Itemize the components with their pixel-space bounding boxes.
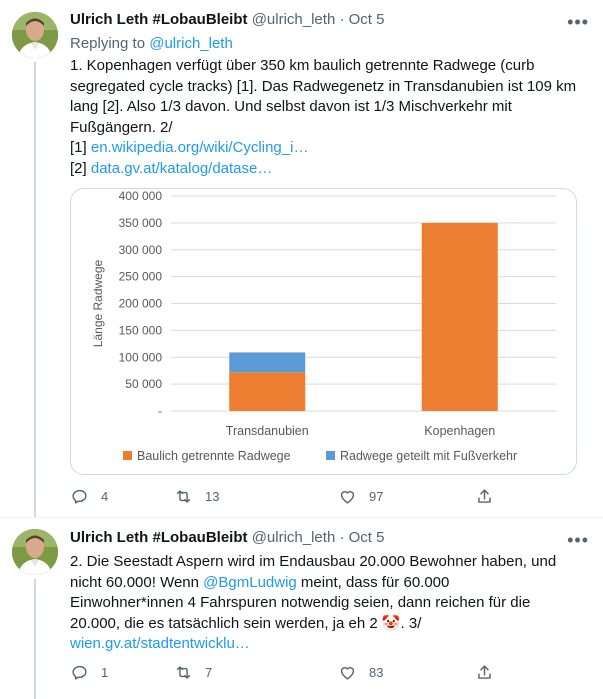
tweet-2[interactable] xyxy=(0,518,603,699)
reference-2-label: [2] xyxy=(70,159,87,177)
text-segment: nicht 60.000! Wenn xyxy=(70,573,204,591)
reference-2-link[interactable]: data.gv.at/katalog/datase… xyxy=(90,159,273,177)
retweet-button[interactable] xyxy=(174,487,219,506)
tweet-actions xyxy=(70,663,500,683)
y-tick-label: 200 000 xyxy=(118,296,162,311)
y-tick-label: 150 000 xyxy=(118,323,162,338)
like-count: 97 xyxy=(369,489,384,504)
thread-connector xyxy=(34,579,36,699)
y-axis-label: Länge Radwege xyxy=(91,259,105,348)
reply-icon xyxy=(70,663,89,682)
retweet-icon xyxy=(174,487,193,506)
url-link[interactable]: wien.gv.at/stadtentwicklu… xyxy=(70,635,250,652)
like-button[interactable] xyxy=(338,487,383,506)
text-line: 20.000, die es tatsächlich sein werden, ja eh 2 🤡. 3/ xyxy=(70,614,422,632)
legend-label: Baulich getrennte Radwege xyxy=(137,449,291,463)
y-tick-label: 250 000 xyxy=(118,269,162,284)
x-tick-label: Kopenhagen xyxy=(424,424,496,438)
retweet-icon xyxy=(174,663,193,682)
text-line: Fußgängern. 2/ xyxy=(70,118,173,136)
y-tick-label: 300 000 xyxy=(118,242,162,257)
dot-separator: · xyxy=(339,529,345,546)
tweet-text xyxy=(70,56,590,179)
like-count: 83 xyxy=(369,665,384,680)
tweet-header xyxy=(70,10,385,30)
external-link xyxy=(70,634,590,655)
tweet-header xyxy=(70,528,385,548)
author-name[interactable]: Ulrich Leth #LobauBleibt xyxy=(70,529,248,546)
y-tick-label: 50 000 xyxy=(125,377,162,392)
bar xyxy=(229,352,305,372)
reference-1-link[interactable]: en.wikipedia.org/wiki/Cycling_i… xyxy=(90,139,309,156)
legend-swatch xyxy=(326,451,335,460)
x-tick-label: Transdanubien xyxy=(225,424,309,438)
text-line: 1. Kopenhagen verfügt über 350 km baulich getrennte Radwege (curb xyxy=(70,57,535,74)
replying-to-handle[interactable]: @ulrich_leth xyxy=(149,35,233,52)
chart-image[interactable] xyxy=(70,188,577,475)
heart-icon xyxy=(338,663,357,682)
bar-chart xyxy=(71,189,576,474)
y-tick-label: 100 000 xyxy=(118,350,162,365)
reference-1 xyxy=(70,138,590,159)
reply-count: 1 xyxy=(101,665,109,680)
author-name[interactable]: Ulrich Leth #LobauBleibt xyxy=(70,11,248,28)
share-icon xyxy=(475,487,494,506)
text-line xyxy=(70,573,590,594)
reference-2 xyxy=(70,159,590,180)
tweet-date[interactable]: Oct 5 xyxy=(348,529,385,546)
y-tick-label: - xyxy=(158,404,162,418)
tweet-date[interactable]: Oct 5 xyxy=(348,11,385,28)
reply-button[interactable] xyxy=(70,487,108,506)
replying-to xyxy=(70,35,233,52)
text-line: lang [2]. Also 1/3 davon. Und selbst davon ist 1/3 Mischverkehr mit xyxy=(70,98,512,115)
retweet-count: 7 xyxy=(205,665,213,680)
share-button[interactable] xyxy=(475,487,494,506)
like-button[interactable] xyxy=(338,663,383,682)
author-handle[interactable]: @ulrich_leth xyxy=(251,529,336,546)
avatar[interactable] xyxy=(12,529,58,575)
retweet-button[interactable] xyxy=(174,663,212,682)
retweet-count: 13 xyxy=(205,489,220,504)
reply-button[interactable] xyxy=(70,663,108,682)
author-handle[interactable]: @ulrich_leth xyxy=(251,11,336,28)
reply-count: 4 xyxy=(101,489,109,504)
text-line: 2. Die Seestadt Aspern wird im Endausbau 20.000 Bewohner haben, und xyxy=(70,553,557,570)
more-options-icon[interactable]: ••• xyxy=(567,530,589,550)
share-button[interactable] xyxy=(475,663,494,682)
legend-swatch xyxy=(123,451,132,460)
share-icon xyxy=(475,663,494,682)
bar xyxy=(422,223,498,411)
replying-to-label: Replying to xyxy=(70,35,146,52)
y-tick-label: 400 000 xyxy=(118,189,162,203)
tweet-text xyxy=(70,552,590,655)
text-segment: meint, dass für 60.000 xyxy=(296,573,450,591)
heart-icon xyxy=(338,487,357,506)
avatar-photo xyxy=(12,529,58,575)
reference-1-label: [1] xyxy=(70,139,87,156)
text-line: segregated cycle tracks) [1]. Das Radwegenetz in Transdanubien ist 109 km xyxy=(70,77,577,95)
mention-link[interactable]: @BgmLudwig xyxy=(203,573,297,591)
avatar-photo xyxy=(12,12,58,58)
bar xyxy=(229,372,305,411)
avatar[interactable] xyxy=(12,12,58,58)
text-line: Einwohner*innen 4 Fahrspuren notwendig seien, dann reichen für die xyxy=(70,594,531,611)
y-tick-label: 350 000 xyxy=(118,215,162,230)
thread-connector xyxy=(34,62,36,517)
tweet-actions xyxy=(70,487,500,507)
dot-separator: · xyxy=(339,11,345,28)
legend-label: Radwege geteilt mit Fußverkehr xyxy=(340,449,518,463)
reply-icon xyxy=(70,487,89,506)
more-options-icon[interactable]: ••• xyxy=(567,12,589,32)
